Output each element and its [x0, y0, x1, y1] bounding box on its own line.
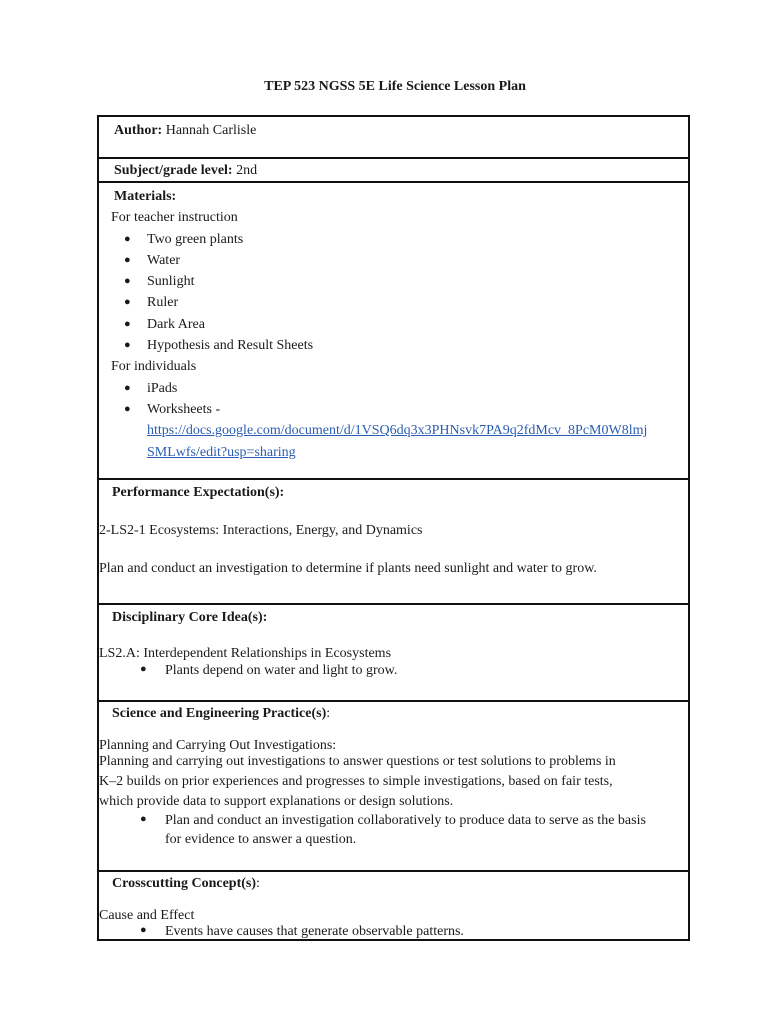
worksheet-link-continued[interactable]: SMLwfs/edit?usp=sharing — [147, 444, 296, 460]
list-item: ● Worksheets - — [114, 399, 688, 420]
sep-paragraph-line: Planning and carrying out investigations to answer questions or test solutions to problems in — [99, 754, 616, 769]
dci-label: Disciplinary Core Idea(s): — [112, 610, 268, 625]
dci-heading: LS2.A: Interdependent Relationships in Ecosystems — [99, 646, 392, 661]
sep-heading: Planning and Carrying Out Investigations: — [99, 738, 337, 753]
subject-row — [99, 159, 688, 183]
list-item: ● Plants depend on water and light to grow. — [140, 663, 398, 678]
bullet-icon: ● — [124, 296, 131, 309]
cc-label: Crosscutting Concept(s): — [112, 876, 260, 891]
bullet-icon: ● — [124, 253, 131, 266]
teacher-heading: For teacher instruction — [111, 210, 238, 226]
bullet-icon: ● — [140, 663, 147, 675]
worksheet-link[interactable]: https://docs.google.com/document/d/1VSQ6dq3x3PHNsvk7PA9q2fdMcv_8PcM0W8lmj — [147, 423, 648, 439]
disciplinary-core-idea-row — [99, 605, 688, 702]
science-engineering-practice-row — [99, 702, 688, 872]
list-item: ● Sunlight — [114, 271, 688, 292]
bullet-icon: ● — [124, 275, 131, 288]
performance-code: 2-LS2-1 Ecosystems: Interactions, Energy, and Dynamics — [99, 523, 423, 538]
materials-label: Materials: — [114, 189, 177, 204]
bullet-icon: ● — [140, 924, 147, 936]
subject-value: 2nd — [232, 163, 258, 178]
bullet-icon: ● — [124, 317, 131, 330]
list-item: ● iPads — [114, 378, 688, 399]
individual-heading: For individuals — [111, 359, 197, 375]
performance-label: Performance Expectation(s): — [112, 485, 285, 500]
sep-paragraph-line: which provide data to support explanations or design solutions. — [99, 794, 454, 809]
lesson-plan-table — [97, 115, 690, 941]
bullet-icon: ● — [124, 381, 131, 394]
list-item: ● Dark Area — [114, 314, 688, 335]
list-item-continued: for evidence to answer a question. — [165, 832, 357, 847]
author-label: Author: — [114, 123, 163, 138]
cc-heading: Cause and Effect — [99, 908, 195, 923]
author-value: Hannah Carlisle — [162, 123, 257, 138]
list-item: ● Two green plants — [114, 229, 688, 250]
list-item: ● Water — [114, 250, 688, 271]
materials-row — [99, 183, 688, 480]
crosscutting-concept-row — [99, 872, 688, 941]
performance-text: Plan and conduct an investigation to determine if plants need sunlight and water to grow. — [99, 561, 597, 576]
subject-label: Subject/grade level: — [114, 163, 233, 178]
list-item: ● Events have causes that generate observable patterns. — [140, 924, 464, 939]
author-row — [99, 117, 688, 159]
list-item: ● Plan and conduct an investigation collaboratively to produce data to serve as the basis — [140, 813, 646, 828]
performance-expectation-row — [99, 480, 688, 605]
bullet-icon: ● — [124, 232, 131, 245]
bullet-icon: ● — [124, 339, 131, 352]
sep-label: Science and Engineering Practice(s): — [112, 706, 331, 721]
list-item: ● Hypothesis and Result Sheets — [114, 335, 688, 356]
bullet-icon: ● — [140, 813, 147, 825]
bullet-icon: ● — [124, 402, 131, 415]
document-title: TEP 523 NGSS 5E Life Science Lesson Plan — [264, 79, 526, 94]
list-item: ● Ruler — [114, 292, 688, 313]
sep-paragraph-line: K–2 builds on prior experiences and progresses to simple investigations, based on fair tests, — [99, 774, 613, 789]
